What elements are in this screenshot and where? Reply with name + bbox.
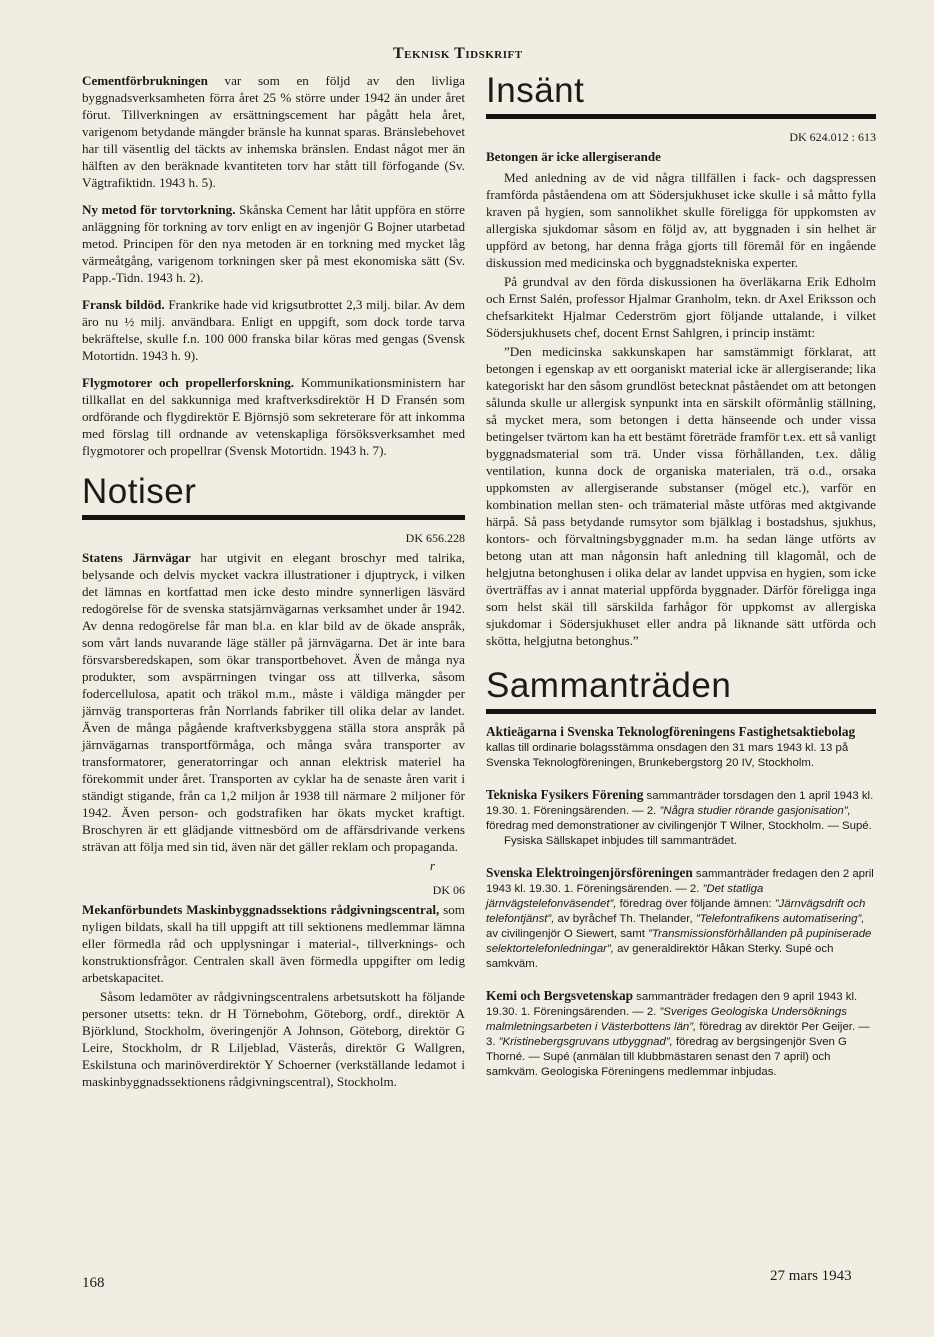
signature: r bbox=[429, 858, 435, 873]
meeting-text: av civilingenjör O Siewert, samt bbox=[486, 928, 649, 940]
issue-date: 27 mars 1943 bbox=[770, 1268, 852, 1284]
dk-code: DK 624.012 : 613 bbox=[789, 130, 876, 144]
left-column bbox=[82, 72, 465, 1100]
insant-p2: På grundval av den förda diskussionen ha överläkarna Erik Edholm och Ernst Salén, professor Hjalmar Granholm, tekn. dr Axel Eriksson och chefsarkitekt Hjalmar Cederström gjort följande uttalande, i vilket Södersjukhusets chef, docent Ernst Sahlgren, i princip instämt: bbox=[486, 274, 876, 340]
meeting-lead: Kemi och Bergsvetenskap bbox=[486, 988, 633, 1003]
meeting-title: ”Järnvägsdrift och telefontjänst”, bbox=[486, 898, 866, 925]
insant-p1: Med anledning av de vid några tillfällen i fack- och dagspressen framförda påståendena om att Södersjukhuset icke skulle i så måtto fylla kraven på hygien, som sannolikhet skulle föreligga för uppkomsten av allergiska sjukdomar såsom en följd av, att byggnaden i sin helhet är uppförd av betong, har denna fråga gjorts till föremål för en ingående diskussion med medicinska och byggnadstekniska experter. bbox=[486, 170, 876, 270]
article-text: var som en följd av den livliga byggnadsverksamheten förra året 25 % större under 1942 än under året förut. Tillverkningen av ersättningscement har pågått hela året, varigenom betydande mängder bränsle ha kunnat sparas. Bränslebehovet har till väsentlig del täckts av inhemska bränslen. Endast något mer än hälften av den beräknade kvantiteten torv har stått till förfogande (Sv. Vägtrafiktidn. 1943 h. 5). bbox=[82, 73, 465, 190]
page-number: 168 bbox=[82, 1275, 105, 1291]
meeting-text: kallas till ordinarie bolagsstämma onsdagen den 31 mars 1943 kl. 13 på Svenska Teknologföreningen, Brunkebergstorg 20 IV, Stockholm. bbox=[486, 742, 849, 769]
meeting-title: ”Transmissionsförhållanden på pupiniserade selektortelefonledningar”, bbox=[486, 928, 872, 955]
article-torv bbox=[82, 201, 465, 286]
article-lead: Statens Järnvägar bbox=[82, 550, 191, 565]
meeting-text: sammanträder fredagen den 9 april 1943 kl. 19.30. 1. Föreningsärenden. — 2. bbox=[486, 991, 858, 1018]
article-text: Kommunikationsministern har tillkallat en del sakkunniga med kraftverksdirektör H D Fransén som ordförande och flygdirektör E Björnsjö som sekreterare för att inkomma med förslag till ordnande av vetenskapliga försöksverksamhet med flygmotorer och propellrar (Svensk Motortidn. 1943 h. 7). bbox=[82, 375, 465, 458]
meeting-title: ”Sveriges Geologiska Undersöknings malmletningsarbeten i Västerbottens län”, bbox=[486, 1006, 847, 1033]
dk-code: DK 06 bbox=[432, 883, 465, 897]
article-lead: Cementförbrukningen bbox=[82, 73, 208, 88]
meeting-title: ”Några studier rörande gasjonisation”, bbox=[659, 805, 851, 817]
article-text: Skånska Cement har låtit uppföra en större anläggning för torkning av torv enligt en av ingenjör G Bojner utarbetad metod. Principen för den nya metoden är en torkning med mycket låg värmeåtgång, varigenom torkningen sker på mest ekonomiska sätt (Sv. Papp.-Tidn. 1943 h. 2). bbox=[82, 202, 465, 285]
section-title-notiser: Notiser bbox=[82, 472, 197, 511]
insant-p3: ”Den medicinska sakkunskapen har samstämmigt förklarat, att betongen i egenskap av ett oorganiskt material icke är allergiserande; lika kategoriskt har den såsom grundlöst betecknat påståendet om att betongen sålunda skulle ur allergisk synpunkt inta en särskilt oförmånlig ställning, så mycket mera, som betongen i detta hänseende och under vissa betingelser tvärtom kan ha ett bestämt företräde framför t.ex. ett så vanligt byggnadsmaterial som trä. Under vissa förhållanden, t.ex. dålig ventilation, kunna dock de organiska materialen, trä o.d., orsaka uppkomsten av allergiserande substanser (mögel etc.), varför en kombination mellan sten- och trämaterial måste utföras med aktgivande härpå. Så pass betydande rumsytor som bjälklag i bostadshus, sjukhus, kontors- och förvaltningsbyggnader m.m. ha sedan länge utförts av betong utan att man någonsin haft anledning till klagomål, och de helgjutna betonghusen i olika delar av landet uppvisa en hygien, som icke överträffas av i annat material uppförda byggnader. Därför föreligga inga som helst skäl till särskilda farhågor för uppkomst av allergiska sjukdomar i Södersjukhuset eller andra på liknande sätt utförda och skötta, helgjutna betonghus.” bbox=[486, 344, 876, 648]
meeting-lead: Svenska Elektroingenjörsföreningen bbox=[486, 865, 693, 880]
article-text: Frankrike hade vid krigsutbrottet 2,3 milj. bilar. Av dem äro nu ½ milj. användbara. Enligt en uppgift, som dock torde tarva bekräftelse, skulle f.n. 100 000 franska bilar köras med gengas (Svensk Motortidn. 1943 h. 9). bbox=[82, 297, 465, 363]
meeting-text: sammanträder fredagen den 2 april 1943 kl. 19.30. 1. Föreningsärenden. — 2. bbox=[486, 868, 874, 895]
section-rule bbox=[486, 114, 876, 119]
meeting-text: föredrag av bergsingenjör Sven G Thorné. — Supé (anmälan till klubbmästaren senast den 7 april) och samkväm. Geologiska Föreningens medlemmar inbjudas. bbox=[486, 1036, 847, 1078]
article-text: har utgivit en elegant broschyr med talrika, belysande och delvis mycket vackra illustrationer i djuptryck, i vilken det lämnas en kortfattad men icke desto mindre synnerligen läsvärd redogörelse för de svenska statsjärnvägarnas verksamhet under år 1942. Av denna redogörelse får man bl.a. en klar bild av de ökade anspråk, som vårt lands nuvarande läge ställer på järnvägarna. Det är inte bara försvarsberedskapen, som ökar transportbehovet. Även de många nya produkter, som avspärrningen tvingar oss att tillverka, såsom fodercellulosa, apatit och träkol m.m., måste i väldiga mängder per järnväg transporteras från Norrlands fabriker till olika delar av landet. Även de många pågående kraftverksbyggena ställa stora anspråk på järnvägarnas transportförmåga, och många svåra transporter av transformatorer, generatorringar och annan elektrisk materiel ha förekommit under året. Transporten av cyklar ha de senaste åren varit i ständigt stigande, från ca 1,2 miljon år 1938 till närmare 2 miljoner för 1942. Även person- och godstrafiken har ökats mycket kraftigt. Broschyren är ett glädjande vittnesbörd om de affärsdrivande verkens strävan att följa med sin tid, även när det gäller reklam och propaganda. bbox=[82, 550, 465, 854]
dk-code: DK 656.228 bbox=[405, 531, 465, 545]
article-heading: Betongen är icke allergiserande bbox=[486, 149, 661, 164]
article-lead: Mekanförbundets Maskinbyggnadssektions rådgivningscentral, bbox=[82, 902, 440, 917]
meeting-text: av generaldirektör Håkan Sterky. Supé och samkväm. bbox=[486, 943, 834, 970]
meeting-lead: Aktieägarna i Svenska Teknologföreningens Fastighetsaktiebolag bbox=[486, 724, 856, 739]
meeting-lead: Tekniska Fysikers Förening bbox=[486, 787, 644, 802]
meeting-kemi bbox=[486, 988, 876, 1080]
journal-masthead: Teknisk Tidskrift bbox=[393, 45, 523, 62]
article-lead: Flygmotorer och propellerforskning. bbox=[82, 375, 295, 390]
article-fransk bbox=[82, 296, 465, 364]
article-mekan bbox=[82, 901, 465, 986]
article-cement bbox=[82, 72, 465, 191]
right-column bbox=[486, 72, 876, 1096]
meeting-text: sammanträder torsdagen den 1 april 1943 kl. 19.30. 1. Föreningsärenden. — 2. bbox=[486, 790, 874, 817]
section-title-insant: Insänt bbox=[486, 71, 585, 110]
article-mekan-cont: Såsom ledamöter av rådgivningscentralens arbetsutskott ha följande personer utsetts: tekn. dr H Törnebohm, Göteborg, ordf., direktör A Björklund, Stockholm, överingenjör A Johnson, Göteborg, direktör G Leire, Stockholm, dr R Liljeblad, Västerås, direktör G Wallgren, Eskilstuna och marinöverdirektör Y Schoerner (verkställande ledamot i maskinbyggnadssektionens rådgivningscentral), Stockholm. bbox=[82, 989, 465, 1089]
meeting-text: föredrag med demonstrationer av civilingenjör T Wilner, Stockholm. — Supé. bbox=[486, 820, 872, 832]
meeting-text: föredrag av direktör Per Geijer. — 3. bbox=[486, 1021, 870, 1048]
meeting-fysiker bbox=[486, 787, 876, 849]
article-lead: Fransk bildöd. bbox=[82, 297, 165, 312]
meeting-elektro bbox=[486, 865, 876, 972]
section-title-sammantraden: Sammanträden bbox=[486, 666, 732, 705]
article-lead: Ny metod för torvtorkning. bbox=[82, 202, 236, 217]
meeting-text: av byråchef Th. Thelander, bbox=[554, 913, 696, 925]
article-text: som nyligen bildats, skall ha till uppgift att till sektionens medlemmar lämna eller förmedla råd och upplysningar i material-, tillverknings- och konstruktionsfrågor. Centralen skall även förmedla uppgifter om ledig arbetskapacitet. bbox=[82, 902, 465, 985]
meeting-title: ”Telefontrafikens automatisering”, bbox=[695, 913, 865, 925]
meeting-title: ”Det statliga järnvägstelefonväsendet”, bbox=[486, 883, 764, 910]
article-flyg bbox=[82, 374, 465, 459]
section-rule bbox=[486, 709, 876, 714]
meeting-title: ”Kristinebergsgruvans utbyggnad”, bbox=[498, 1036, 673, 1048]
section-rule bbox=[82, 515, 465, 520]
meeting-fastighet bbox=[486, 724, 876, 771]
article-sj bbox=[82, 549, 465, 855]
meeting-note: Fysiska Sällskapet inbjudes till sammanträdet. bbox=[504, 835, 737, 847]
meeting-text: föredrag över följande ämnen: bbox=[616, 898, 775, 910]
